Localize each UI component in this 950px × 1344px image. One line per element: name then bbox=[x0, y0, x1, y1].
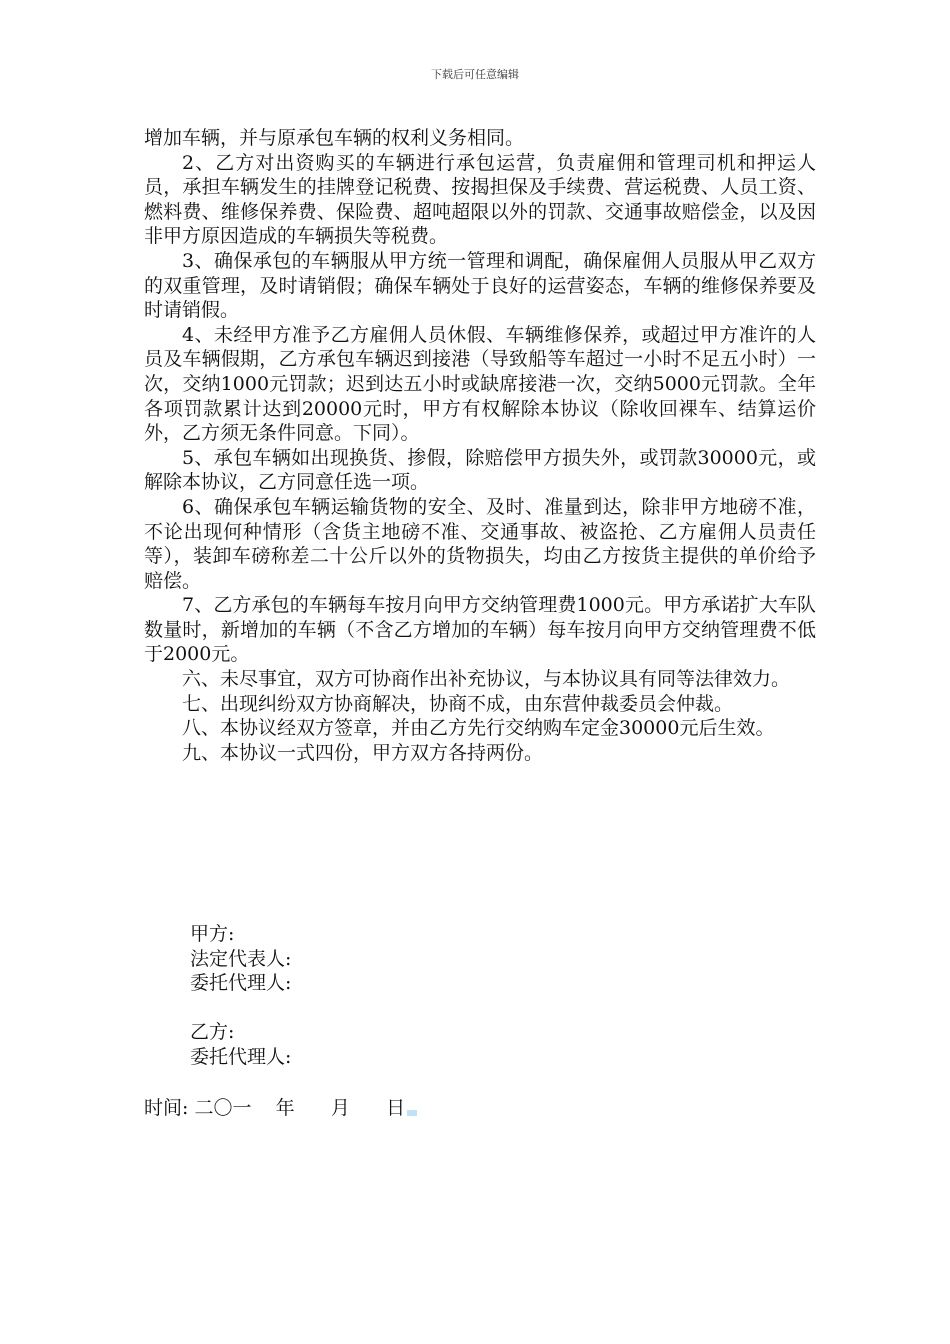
agreement-body bbox=[144, 126, 816, 765]
paragraph-article-9: 九、本协议一式四份，甲方双方各持两份。 bbox=[182, 741, 544, 764]
header-note: 下载后可任意编辑 bbox=[431, 68, 519, 81]
date-line bbox=[144, 1096, 417, 1121]
party-a-signature-block bbox=[190, 922, 291, 996]
paragraph-clause-2: 2、乙方对出资购买的车辆进行承包运营，负责雇佣和管理司机和押运人员，承担车辆发生的挂牌登记税费、按揭担保及手续费、营运税费、人员工资、燃料费、维修保养费、保险费、超吨超限以外的罚款、交通事故赔偿金，以及因非甲方原因造成的车辆损失等税费。 bbox=[144, 151, 816, 248]
paragraph-clause-3: 3、确保承包的车辆服从甲方统一管理和调配，确保雇佣人员服从甲乙双方的双重管理，及时请销假；确保车辆处于良好的运营姿态，车辆的维修保养要及时请销假。 bbox=[144, 249, 816, 322]
party-b-agent: 委托代理人: bbox=[190, 1045, 292, 1068]
paragraph-article-7: 七、出现纠纷双方协商解决，协商不成，由东营仲裁委员会仲裁。 bbox=[182, 692, 734, 715]
party-a-label: 甲方: bbox=[190, 923, 235, 945]
paragraph-clause-7: 7、乙方承包的车辆每车按月向甲方交纳管理费1000元。甲方承诺扩大车队数量时，新增加的车辆（不含乙方增加的车辆）每车按月向甲方交纳管理费不低于2000元。 bbox=[144, 594, 816, 666]
paragraph-article-6: 六、未尽事宜，双方可协商作出补充协议，与本协议具有同等法律效力。 bbox=[182, 668, 791, 691]
paragraph-clause-6: 6、确保承包车辆运输货物的安全、及时、准量到达，除非甲方地磅不准，不论出现何种情形（含货主地磅不准、交通事故、被盗抢、乙方雇佣人员责任等），装卸车磅称差二十公斤以外的货物损失，均由乙方按货主提供的单价给予赔偿。 bbox=[144, 495, 816, 592]
text-cursor-marker bbox=[407, 1110, 417, 1116]
date-text: 时间: 二〇一 年 月 日 bbox=[144, 1097, 406, 1119]
party-a-agent: 委托代理人: bbox=[190, 972, 292, 995]
paragraph-continuation: 增加车辆，并与原承包车辆的权利义务相同。 bbox=[144, 127, 525, 149]
party-b-label: 乙方: bbox=[190, 1021, 235, 1043]
paragraph-clause-4: 4、未经甲方准予乙方雇佣人员休假、车辆维修保养，或超过甲方准许的人员及车辆假期，乙方承包车辆迟到接港（导致船等车超过一小时不足五小时）一次，交纳1000元罚款；迟到达五小时或缺席接港一次，交纳5000元罚款。全年各项罚款累计达到20000元时，甲方有权解除本协议（除收回裸车、结算运价外，乙方须无条件同意。下同）。 bbox=[144, 323, 816, 445]
paragraph-clause-5: 5、承包车辆如出现换货、掺假，除赔偿甲方损失外，或罚款30000元，或解除本协议，乙方同意任选一项。 bbox=[144, 446, 816, 494]
party-a-legal-rep: 法定代表人: bbox=[190, 947, 292, 970]
party-b-signature-block bbox=[190, 1020, 291, 1069]
paragraph-article-8: 八、本协议经双方签章，并由乙方先行交纳购车定金30000元后生效。 bbox=[182, 717, 775, 740]
